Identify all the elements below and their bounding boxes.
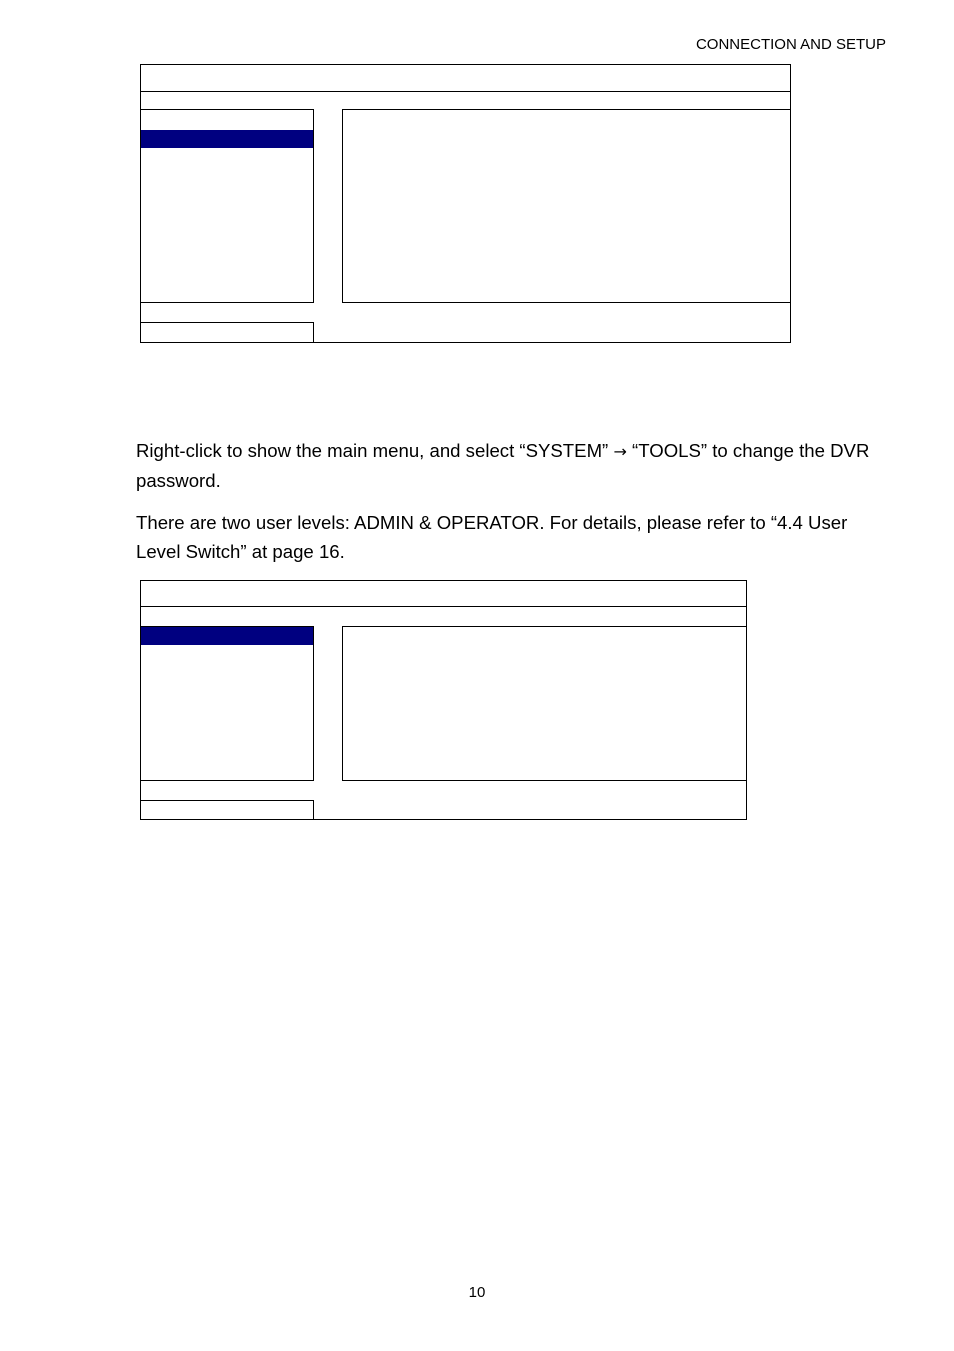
paragraph-user-levels: There are two user levels: ADMIN & OPERATOR. For details, please refer to “4.4 User Level Switch” at page 16. <box>136 512 848 562</box>
figure-title-bar-divider <box>141 91 790 92</box>
page-header: CONNECTION AND SETUP <box>695 36 886 53</box>
menu-figure-1 <box>140 64 791 343</box>
page-number: 10 <box>468 1284 486 1301</box>
sidebar-bottom-button[interactable] <box>140 800 314 820</box>
figure-title-bar-divider <box>141 606 746 607</box>
sidebar-selected-item[interactable] <box>141 627 313 645</box>
sidebar-selected-item[interactable] <box>141 130 313 148</box>
figure-content-panel <box>342 109 791 303</box>
arrow-right-icon: → <box>613 442 627 461</box>
figure-content-panel <box>342 626 747 781</box>
paragraph-change-password: Right-click to show the main menu, and select “SYSTEM” → “TOOLS” to change the DVR password. <box>136 440 870 491</box>
figure-sidebar-panel <box>140 626 314 781</box>
sidebar-bottom-button[interactable] <box>140 322 314 343</box>
menu-figure-2 <box>140 580 747 820</box>
